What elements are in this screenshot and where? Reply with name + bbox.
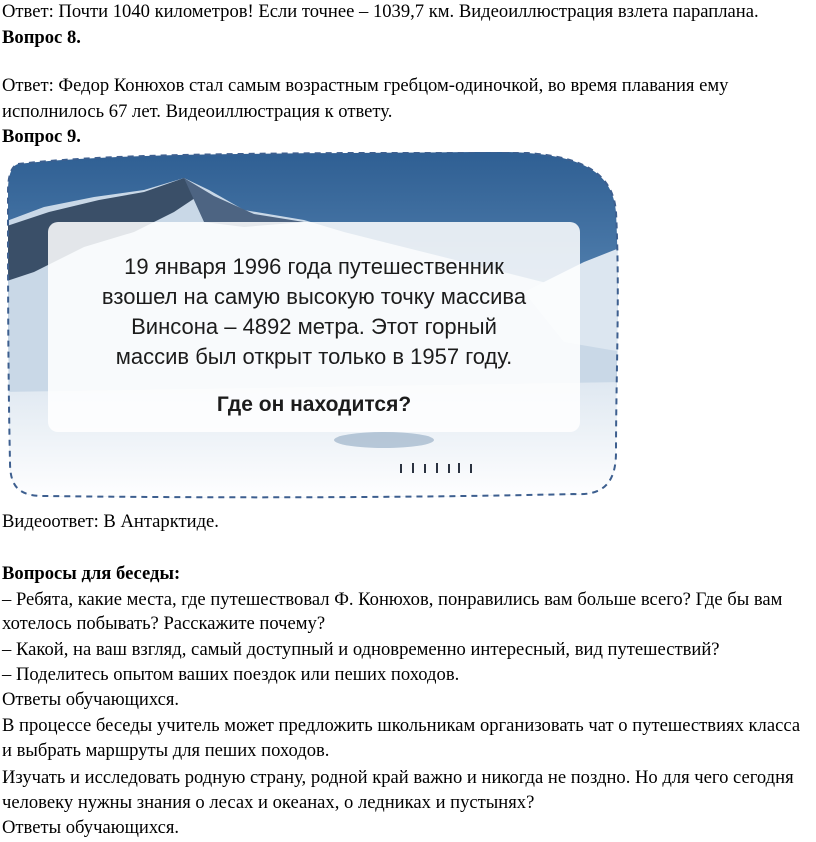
students-answers-1: Ответы обучающихся.	[2, 689, 180, 710]
question-8-heading: Вопрос 8.	[2, 27, 81, 48]
teacher-note-line1: В процессе беседы учитель может предложить школьникам организовать чат о путешествиях класса	[2, 715, 801, 736]
students-answers-2: Ответы обучающихся.	[2, 817, 180, 838]
discussion-q2: – Какой, на ваш взгляд, самый доступный и одновременно интересный, вид путешествий?	[2, 639, 720, 660]
teacher-note-line2: и выбрать маршруты для пеших походов.	[2, 740, 330, 761]
discussion-q1-line1: – Ребята, какие места, где путешествовал Ф. Конюхов, понравились вам больше всего? Где бы вам	[2, 589, 783, 610]
discussion-q3: – Поделитесь опытом ваших поездок или пеших походов.	[2, 664, 460, 685]
question-9-slide	[4, 152, 622, 500]
question-9-heading: Вопрос 9.	[2, 126, 81, 147]
fact-text	[48, 252, 580, 372]
card-question: Где он находится?	[216, 393, 412, 416]
discussion-q1-line2: хотелось побывать? Расскажите почему?	[2, 613, 326, 634]
answer-7-text: Ответ: Почти 1040 километров! Если точнее – 1039,7 км. Видеоиллюстрация взлета параплана.	[2, 1, 759, 22]
fact-line: взошел на самую высокую точку массива	[101, 284, 527, 309]
reflection-line2: человеку нужны знания о лесах и океанах, о ледниках и пустынях?	[2, 792, 535, 813]
question-card	[48, 222, 580, 432]
answer-8-text-line1: Ответ: Федор Конюхов стал самым возрастным гребцом-одиночкой, во время плавания ему	[2, 75, 729, 96]
answer-8-text-line2: исполнилось 67 лет. Видеоиллюстрация к ответу.	[2, 101, 393, 122]
fact-line: 19 января 1996 года путешественник	[124, 254, 504, 279]
fact-line: Винсона – 4892 метра. Этот горный	[131, 314, 497, 339]
video-answer: Видеоответ: В Антарктиде.	[2, 511, 219, 532]
fact-line: массив был открыт только в 1957 году.	[115, 344, 513, 369]
discussion-heading: Вопросы для беседы:	[2, 563, 181, 584]
climbers-group	[398, 461, 478, 475]
reflection-line1: Изучать и исследовать родную страну, родной край важно и никогда не поздно. Но для чего сегодня	[2, 767, 794, 788]
